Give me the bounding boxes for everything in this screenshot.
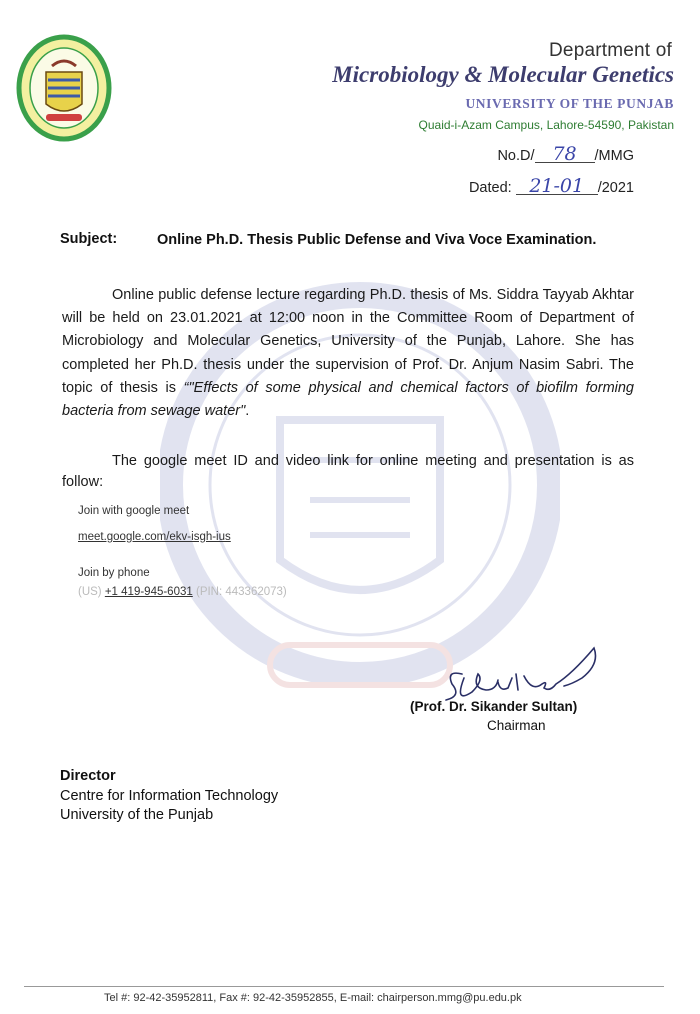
campus-address: Quaid-i-Azam Campus, Lahore-54590, Pakistan <box>418 118 674 132</box>
department-line: Department of <box>549 40 672 61</box>
signatory-name: (Prof. Dr. Sikander Sultan) <box>410 699 578 714</box>
footer-divider <box>24 986 664 987</box>
announcement-end: . <box>245 403 250 420</box>
google-meet-link[interactable]: meet.google.com/ekv-isgh-ius <box>78 531 231 543</box>
thesis-topic: “"Effects of some physical and chemical factors of biofilm forming bacteria from sewage water" <box>62 379 634 420</box>
reference-suffix: /MMG <box>594 148 634 164</box>
join-google-meet-label: Join with google meet <box>78 505 190 517</box>
handwritten-signature <box>432 644 602 706</box>
reference-handwritten-number: 78 <box>535 146 595 163</box>
subject-label: Subject: <box>60 231 118 247</box>
letter-date <box>468 175 634 197</box>
reference-prefix: No.D/ <box>497 148 535 164</box>
date-year: /2021 <box>597 180 634 196</box>
phone-number-link[interactable]: +1 419-945-6031 <box>104 586 193 598</box>
subject-text: Online Ph.D. Thesis Public Defense and Viva Voce Examination. <box>157 232 597 248</box>
announcement-intro: Online public defense lecture regarding Ph.D. thesis of Ms. Siddra Tayyab Akhtar will be held on 23.01.2021 at 12:00 noon in the Committee Room of Department of Microbiology and Molecular Genetics, University of the Punjab, Lahore. She has completed her Ph.D. thesis under the supervision of Prof. Dr. Anjum Nasim Sabri. The topic of thesis is <box>62 287 634 396</box>
university-name: UNIVERSITY OF THE PUNJAB <box>465 96 674 111</box>
department-name: Microbiology & Molecular Genetics <box>332 62 674 87</box>
phone-pin: (PIN: 443362073) <box>195 586 287 598</box>
department-logo-seal <box>16 34 112 142</box>
date-handwritten: 21-01 <box>516 178 598 195</box>
date-label: Dated: <box>468 180 512 196</box>
announcement-paragraph <box>62 284 634 423</box>
footer-contact: Tel #: 92-42-35952811, Fax #: 92-42-35952855, E-mail: chairperson.mmg@pu.edu.pk <box>104 992 522 1004</box>
join-by-phone-label: Join by phone <box>78 567 150 579</box>
phone-dial-line <box>78 586 287 598</box>
phone-country: (US) <box>78 586 102 598</box>
recipient-title: Director <box>60 768 116 784</box>
meeting-info-paragraph: The google meet ID and video link for online meeting and presentation is as follow: <box>62 453 634 490</box>
signatory-title: Chairman <box>487 718 546 733</box>
reference-number <box>497 143 634 165</box>
recipient-line-1: Centre for Information Technology <box>60 788 279 804</box>
recipient-line-2: University of the Punjab <box>60 807 214 823</box>
